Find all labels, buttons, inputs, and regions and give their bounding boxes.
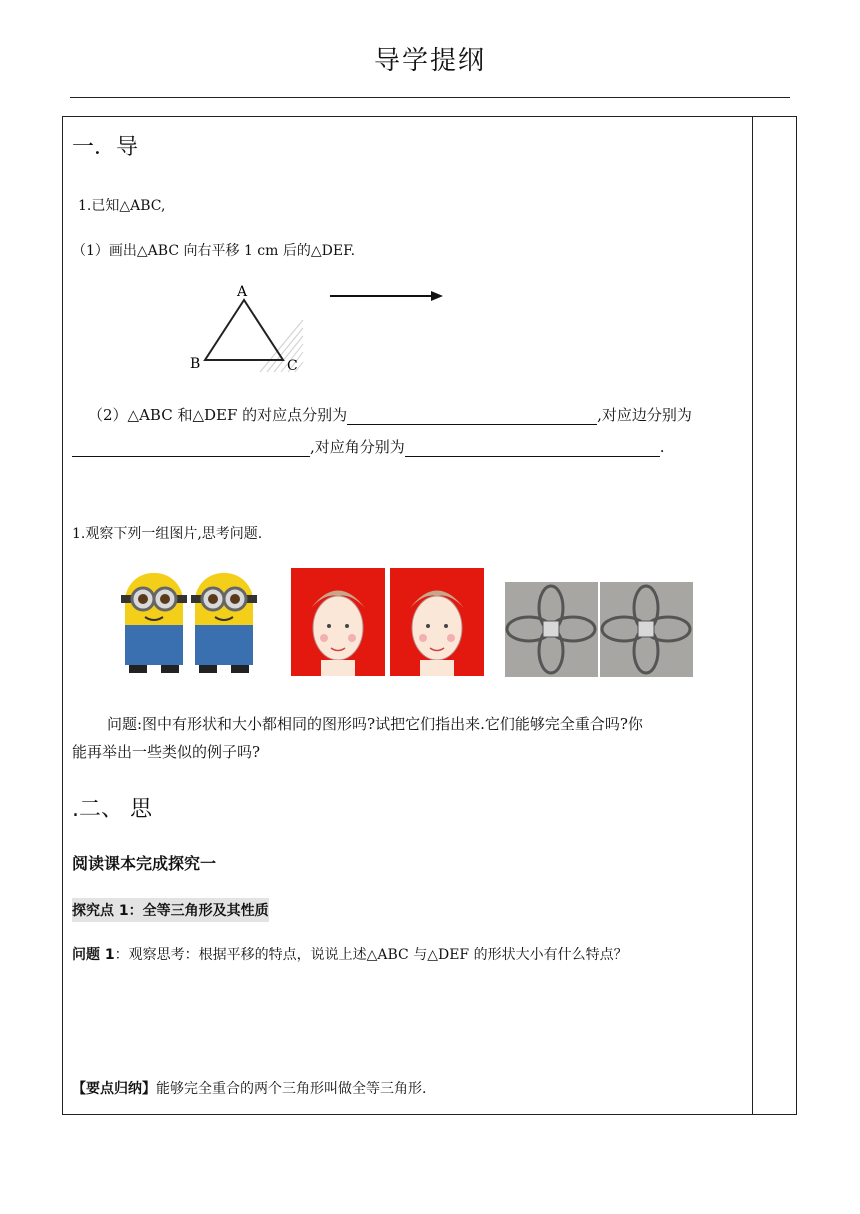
triangle-abc <box>205 300 283 360</box>
question-1-label: 问题 1 <box>72 947 115 963</box>
problem-2-question-line-2: 能再举出一些类似的例子吗? <box>72 743 261 761</box>
vertex-label-b: B <box>190 356 201 372</box>
corresponding-points-blank[interactable] <box>347 408 597 425</box>
read-textbook-heading: 阅读课本完成探究一 <box>72 854 217 873</box>
key-point-summary <box>72 1078 426 1098</box>
section-heading-think: .二、 思 <box>72 797 152 822</box>
corresponding-sides-blank[interactable] <box>72 440 310 457</box>
tile-right <box>600 582 693 677</box>
explore-point-1-heading: 探究点 1：全等三角形及其性质 <box>72 898 269 922</box>
portrait-right <box>390 568 484 676</box>
tile-left <box>505 582 598 677</box>
summary-label: 【要点归纳】 <box>72 1081 156 1097</box>
page-title: 导学提纲 <box>373 46 486 76</box>
problem-1-intro: 1.已知△ABC, <box>78 198 166 214</box>
tile-patterns-image <box>505 582 695 677</box>
problem-2-intro: 1.观察下列一组图片,思考问题. <box>72 526 263 542</box>
title-underline <box>70 97 790 98</box>
problem-1-part-2-line-1 <box>88 404 692 425</box>
portrait-left <box>291 568 385 676</box>
corresponding-angles-blank[interactable] <box>405 440 660 457</box>
section-heading-guide: 一．导 <box>72 135 139 160</box>
part-2-text-c: ,对应角分别为 <box>310 438 405 456</box>
portrait-photos-image <box>291 568 485 676</box>
problem-1-part-1: （1）画出△ABC 向右平移 1 cm 后的△DEF. <box>72 243 356 259</box>
vertex-label-c: C <box>287 358 298 374</box>
margin-column-divider <box>752 116 753 1115</box>
part-2-text-b: ,对应边分别为 <box>597 406 692 424</box>
question-1-text: ：观察思考：根据平移的特点，说说上述△ABC 与△DEF 的形状大小有什么特点？ <box>114 947 628 963</box>
part-2-text-a: （2）△ABC 和△DEF 的对应点分别为 <box>88 406 348 424</box>
translation-arrow <box>330 288 445 304</box>
minion-left <box>121 573 187 673</box>
question-1 <box>72 944 628 964</box>
triangle-abc-figure <box>185 280 315 375</box>
vertex-label-a: A <box>237 284 248 300</box>
summary-text: 能够完全重合的两个三角形叫做全等三角形. <box>156 1081 427 1097</box>
problem-2-question-line-1: 问题:图中有形状和大小都相同的图形吗?试把它们指出来.它们能够完全重合吗?你 <box>107 715 643 733</box>
part-2-text-end: . <box>659 438 665 456</box>
minions-image <box>115 565 265 677</box>
minion-right <box>191 573 257 673</box>
problem-1-part-2-line-2 <box>72 436 665 457</box>
